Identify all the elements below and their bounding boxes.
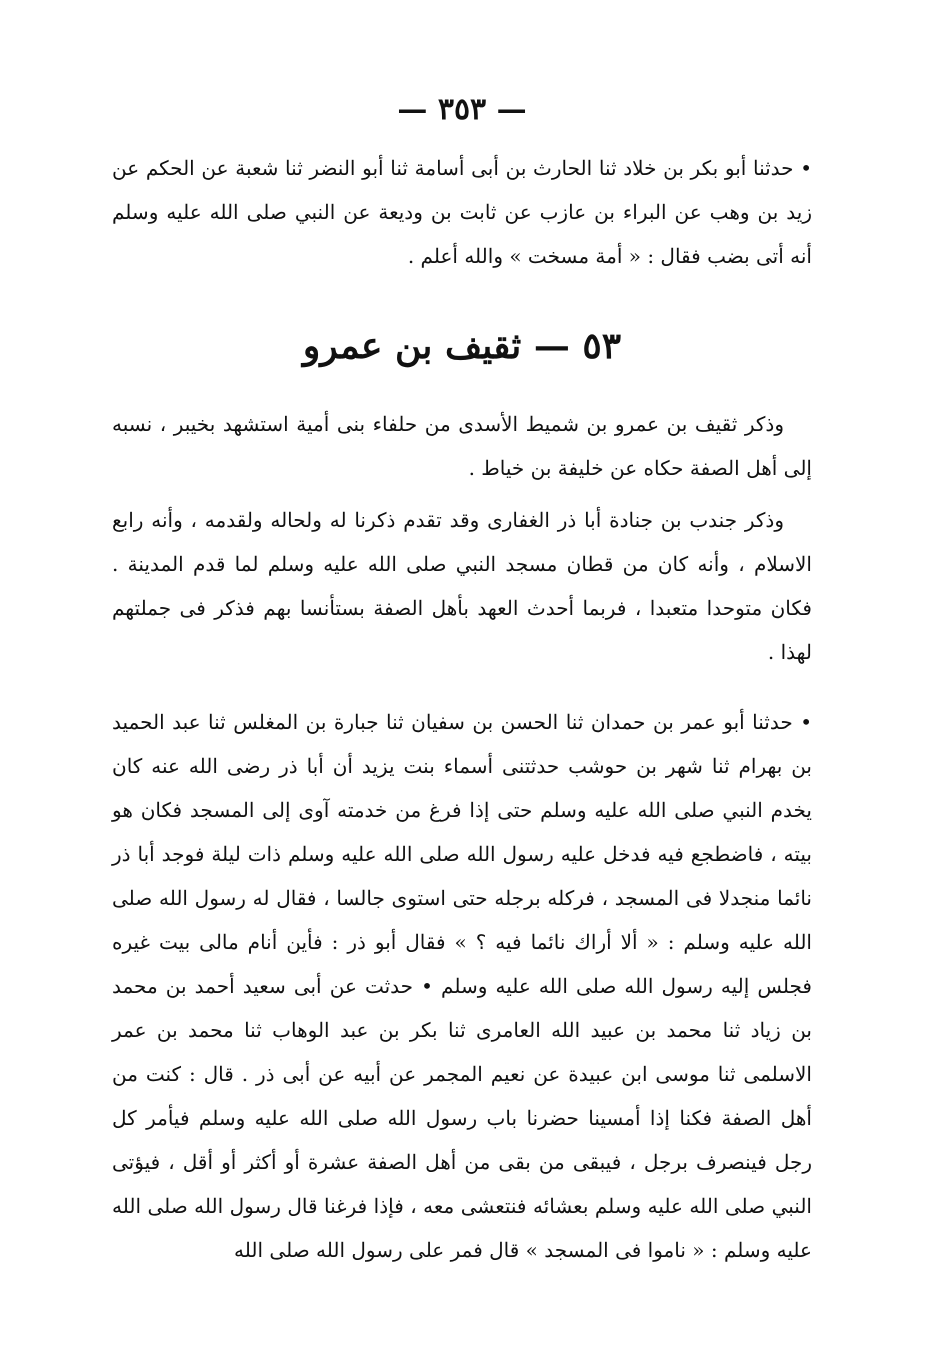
page-number: — ٣٥٣ —: [397, 92, 527, 127]
narrative-paragraph: وذكر ثقيف بن عمرو بن شميط الأسدى من حلفاء بنى أمية استشهد بخيبر ، نسبه إلى أهل الصفة حكاه عن خليفة بن خياط .: [112, 412, 812, 480]
chapter-title: ٥٣ — ثقيف بن عمرو: [302, 325, 622, 367]
hadith-paragraph: • حدثنا أبو بكر بن خلاد ثنا الحارث بن أبى أسامة ثنا أبو النضر ثنا شعبة عن الحكم عن زيد بن وهب عن البراء بن عازب عن ثابت بن وديعة عن النبي صلى الله عليه وسلم أنه أتى بضب فقال : « أمة مسخت » والله أعلم .: [112, 156, 813, 268]
narrative-paragraph: وذكر جندب بن جنادة أبا ذر الغفارى وقد تقدم ذكرنا له ولحاله ولقدمه ، وأنه رابع الاسلام ، وأنه كان من قطان مسجد النبي صلى الله عليه وسلم لما قدم المدينة . فكان متوحدا متعبدا ، فربما أحدث العهد بأهل الصفة بستأنسا بهم فذكر فى جملتهم لهذا .: [112, 508, 812, 664]
hadith-paragraph: • حدثنا أبو عمر بن حمدان ثنا الحسن بن سفيان ثنا جبارة بن المغلس ثنا عبد الحميد بن بهرام ثنا شهر بن حوشب حدثتنى أسماء بنت يزيد أن أبا ذر رضى الله عنه كان يخدم النبي صلى الله عليه وسلم حتى إذا فرغ من خدمته آوى إلى المسجد فكان هو بيته ، فاضطجع فيه فدخل عليه رسول الله صلى الله عليه وسلم ذات ليلة فوجد أبا ذر نائما منجدلا فى المسجد ، فركله برجله حتى استوى جالسا ، فقال له رسول الله صلى الله عليه وسلم : « ألا أراك نائما فيه ؟ » فقال أبو ذر : فأين أنام مالى بيت غيره فجلس إليه رسول الله صلى الله عليه وسلم • حدثت عن أبى سعيد أحمد بن محمد بن زياد ثنا محمد بن عبيد الله العامرى ثنا بكر بن عبد الوهاب ثنا محمد بن عمر الاسلمى ثنا موسى ابن عبيدة عن نعيم المجمر عن أبيه عن أبى ذر . قال : كنت من أهل الصفة فكنا إذا أمسينا حضرنا باب رسول الله صلى الله عليه وسلم فيأمر كل رجل فينصرف برجل ، فيبقى من بقى من أهل الصفة عشرة أو أكثر أو أقل ، فيؤتى النبي صلى الله عليه وسلم بعشائه فنتعشى معه ، فإذا فرغنا قال رسول الله صلى الله عليه وسلم : « ناموا فى المسجد » قال فمر على رسول الله صلى الله: [112, 710, 812, 1262]
